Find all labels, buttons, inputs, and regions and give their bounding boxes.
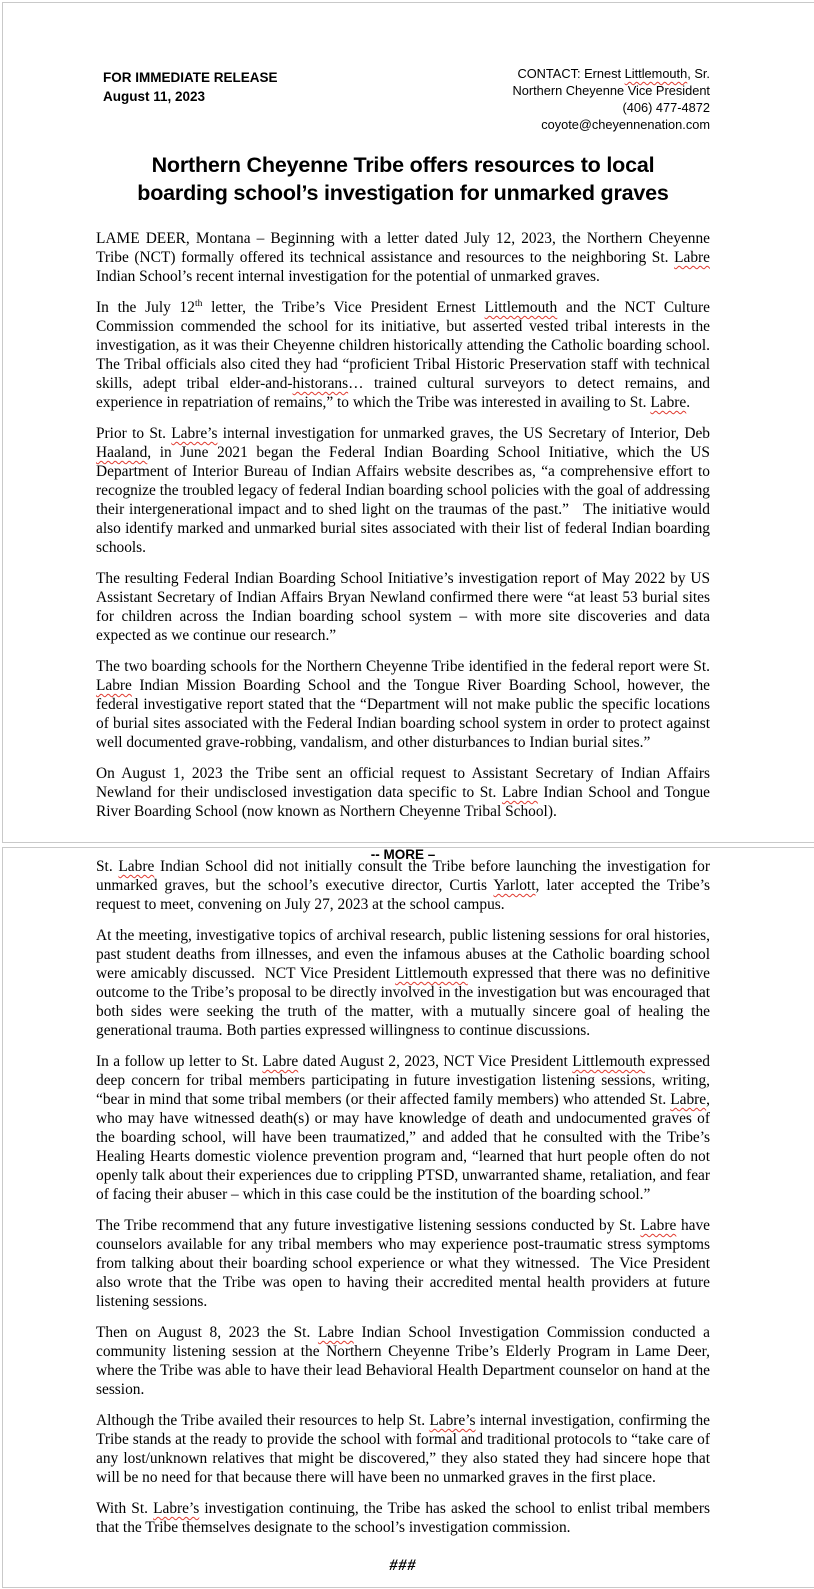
text-segment: expressed deep concern for tribal members participating in future investigation listening sessions, writing, “bear in mind that some tribal members (or their affected family members) who attended St.	[96, 1053, 714, 1108]
page-2-body	[96, 857, 714, 1537]
end-marker: ###	[389, 1557, 417, 1574]
release-label: FOR IMMEDIATE RELEASE	[103, 70, 278, 85]
misspelled-word: Labre’s	[153, 1500, 200, 1517]
text-segment: Indian School and Tongue River Boarding School (now known as Northern Cheyenne Tribal School).	[96, 784, 714, 820]
paragraph	[96, 1216, 714, 1311]
paragraph	[96, 1499, 714, 1537]
text-segment: coyote@cheyennenation.com	[541, 117, 710, 132]
misspelled-word: Labre’s	[429, 1412, 476, 1429]
text-segment: The resulting Federal Indian Boarding School Initiative’s investigation report of May 2022 by US Assistant Secretary of Indian Affairs Bryan Newland confirmed there were “at least 53 burial sites for children across the Indian boarding school system – with more site discoveries and data expected as we continue our research.”	[96, 570, 714, 644]
text-segment: CONTACT: Ernest	[517, 66, 625, 81]
misspelled-word: Labre	[650, 394, 687, 411]
paragraph	[96, 764, 714, 821]
text-segment: With St.	[96, 1500, 154, 1517]
text-segment: Indian School’s recent internal investigation for the potential of unmarked graves.	[96, 249, 714, 285]
text-segment: The Tribe recommend that any future investigative listening sessions conducted by St.	[96, 1217, 641, 1234]
text-segment: internal investigation for unmarked graves, the US Secretary of Interior, Deb	[217, 425, 714, 442]
text-segment: , Sr.	[687, 66, 710, 81]
paragraph	[96, 569, 714, 645]
paragraph	[96, 657, 714, 752]
contact-line	[512, 82, 710, 99]
text-segment: LAME DEER, Montana – Beginning with a letter dated July 12, 2023, the Northern Cheyenne Tribe (NCT) formally offered its technical assistance and resources to the neighboring St.	[96, 230, 714, 266]
paragraph	[96, 1323, 714, 1399]
text-segment: dated August 2, 2023, NCT Vice President	[298, 1053, 573, 1070]
text-segment: expressed that there was no definitive outcome to the Tribe’s proposal to be directly involved in the investigation but was encouraged that both sides were seeking the truth of the matter, with a mutually sincere goal of healing the generational trauma. Both parties expressed willingness to continue discussions.	[96, 965, 714, 1039]
misspelled-word: Labre	[501, 784, 538, 801]
page-2	[2, 847, 814, 1588]
text-segment: St.	[96, 858, 119, 875]
text-segment: (406) 477-4872	[622, 100, 710, 115]
text-segment: Prior to St.	[96, 425, 172, 442]
text-segment: On August 1, 2023 the Tribe sent an official request to Assistant Secretary of Indian Affairs Newland for their undisclosed investigation data specific to St.	[96, 765, 714, 801]
text-segment: Indian School did not initially consult the Tribe before launching the investigation for unmarked graves, but the school’s executive director, Curtis	[96, 858, 714, 894]
misspelled-word: Littlemouth	[624, 66, 688, 81]
misspelled-word: Littlemouth	[484, 299, 558, 316]
text-segment: In a follow up letter to St.	[96, 1053, 263, 1070]
misspelled-word: Yarlott	[493, 877, 536, 894]
paragraph	[96, 424, 714, 557]
release-date: August 11, 2023	[103, 89, 206, 104]
title-line-1: Northern Cheyenne Tribe offers resources to local	[151, 153, 655, 177]
misspelled-word: Labre	[674, 249, 710, 266]
misspelled-word: Labre	[640, 1217, 677, 1234]
paragraph	[96, 229, 714, 286]
text-segment: , later accepted the Tribe’s request to meet, convening on July 27, 2023 at the school campus.	[96, 877, 714, 913]
text-segment: Northern Cheyenne Vice President	[512, 83, 710, 98]
more-marker: -- MORE –	[370, 847, 436, 862]
contact-block	[512, 65, 710, 133]
misspelled-word: Littlemouth	[572, 1053, 645, 1070]
paragraph	[96, 857, 714, 914]
press-release-title	[96, 151, 710, 207]
paragraph	[96, 1411, 714, 1487]
contact-line	[512, 99, 710, 116]
paragraph	[96, 926, 714, 1040]
release-header	[96, 65, 710, 133]
text-segment: , who may have witnessed death(s) or may have knowledge of death and undocumented graves of the boarding school, will have been traumatized,” and added that he consulted with the Tribe’s Healing Hearts domestic violence prevention program and, “learned that hurt people often do not openly talk about their experiences due to crippling PTSD, unwarranted shame, retaliation, and fear of facing their abuser – which in this case could be the institution of the boarding school.”	[96, 1091, 714, 1203]
misspelled-word: Labre	[670, 1091, 707, 1108]
text-segment: At the meeting, investigative topics of archival research, public listening sessions for oral histories, past student deaths from illnesses, and even the infamous abuses at the Catholic boarding school were amicably discussed. NCT Vice President	[96, 927, 714, 982]
text-segment: th	[194, 297, 203, 309]
misspelled-word: Haaland	[96, 444, 148, 461]
page-1-body	[96, 229, 714, 821]
misspelled-word: Littlemouth	[395, 965, 468, 982]
text-segment: Then on August 8, 2023 the St.	[96, 1324, 318, 1341]
misspelled-word: Labre	[118, 858, 155, 875]
misspelled-word: historans	[292, 375, 349, 392]
text-segment: The two boarding schools for the Northern Cheyenne Tribe identified in the federal report were St.	[96, 658, 714, 675]
misspelled-word: Labre’s	[171, 425, 218, 442]
text-segment: In the July 12	[96, 299, 195, 316]
text-segment: , in June 2021 began the Federal Indian Boarding School Initiative, which the US Department of Interior Bureau of Indian Affairs website describes as, “a comprehensive effort to recognize the troubled legacy of federal Indian boarding school policies with the goal of addressing their intergenerational impact and to shed light on the traumas of the past.” The initiative would also identify marked and unmarked burial sites associated with their list of federal Indian boarding schools.	[96, 444, 714, 556]
page-1	[2, 2, 814, 862]
misspelled-word: Labre	[96, 677, 132, 694]
text-segment: Indian School Investigation Commission conducted a community listening session at the Northern Cheyenne Tribe’s Elderly Program in Lame Deer, where the Tribe was able to have their lead Behavioral Health Department counselor on hand at the session.	[96, 1324, 714, 1398]
text-segment: and the NCT Culture Commission commended the school for its initiative, but asserted vested tribal interests in the investigation, as it was their Cheyenne children historically attending the Catholic boarding school. The Tribal officials also cited they had “proficient Tribal Historic Preservation staff with technical skills, adept tribal elder-and-	[96, 299, 714, 392]
text-segment: .	[686, 394, 691, 411]
text-segment: Although the Tribe availed their resources to help St.	[96, 1412, 430, 1429]
text-segment: investigation continuing, the Tribe has asked the school to enlist tribal members that the Tribe themselves designate to the school’s investigation commission.	[96, 1500, 714, 1536]
text-segment: Indian Mission Boarding School and the Tongue River Boarding School, however, the federal investigative report stated that the “Department will not make public the specific locations of burial sites associated with the Federal Indian boarding school system in order to protect against well documented grave-robbing, vandalism, and other disturbances to Indian burial sites.”	[96, 677, 714, 751]
misspelled-word: Labre	[317, 1324, 354, 1341]
text-segment: internal investigation, confirming the Tribe stands at the ready to provide the school with formal and traditional protocols to “take care of any lost/unknown relatives that might be discovered,” they also stated they had sincere hope that will be no need for that because there will have been no unmarked graves in the first place.	[96, 1412, 714, 1486]
title-line-2: boarding school’s investigation for unmarked graves	[137, 181, 669, 205]
text-segment: … trained cultural surveyors to detect remains, and experience in repatriation of remains,” to which the Tribe was interested in availing to St.	[96, 375, 714, 411]
release-block	[96, 65, 278, 106]
paragraph	[96, 1052, 714, 1204]
text-segment: letter, the Tribe’s Vice President Ernest	[202, 299, 485, 316]
paragraph	[96, 297, 714, 412]
misspelled-word: Labre	[262, 1053, 299, 1070]
contact-line	[512, 116, 710, 133]
contact-line	[512, 65, 710, 82]
text-segment: have counselors available for any tribal members who may experience post-traumatic stress symptoms from talking about their boarding school experience or what they witnessed. The Vice President also wrote that the Tribe was open to having their accredited mental health providers at future listening sessions.	[96, 1217, 714, 1310]
